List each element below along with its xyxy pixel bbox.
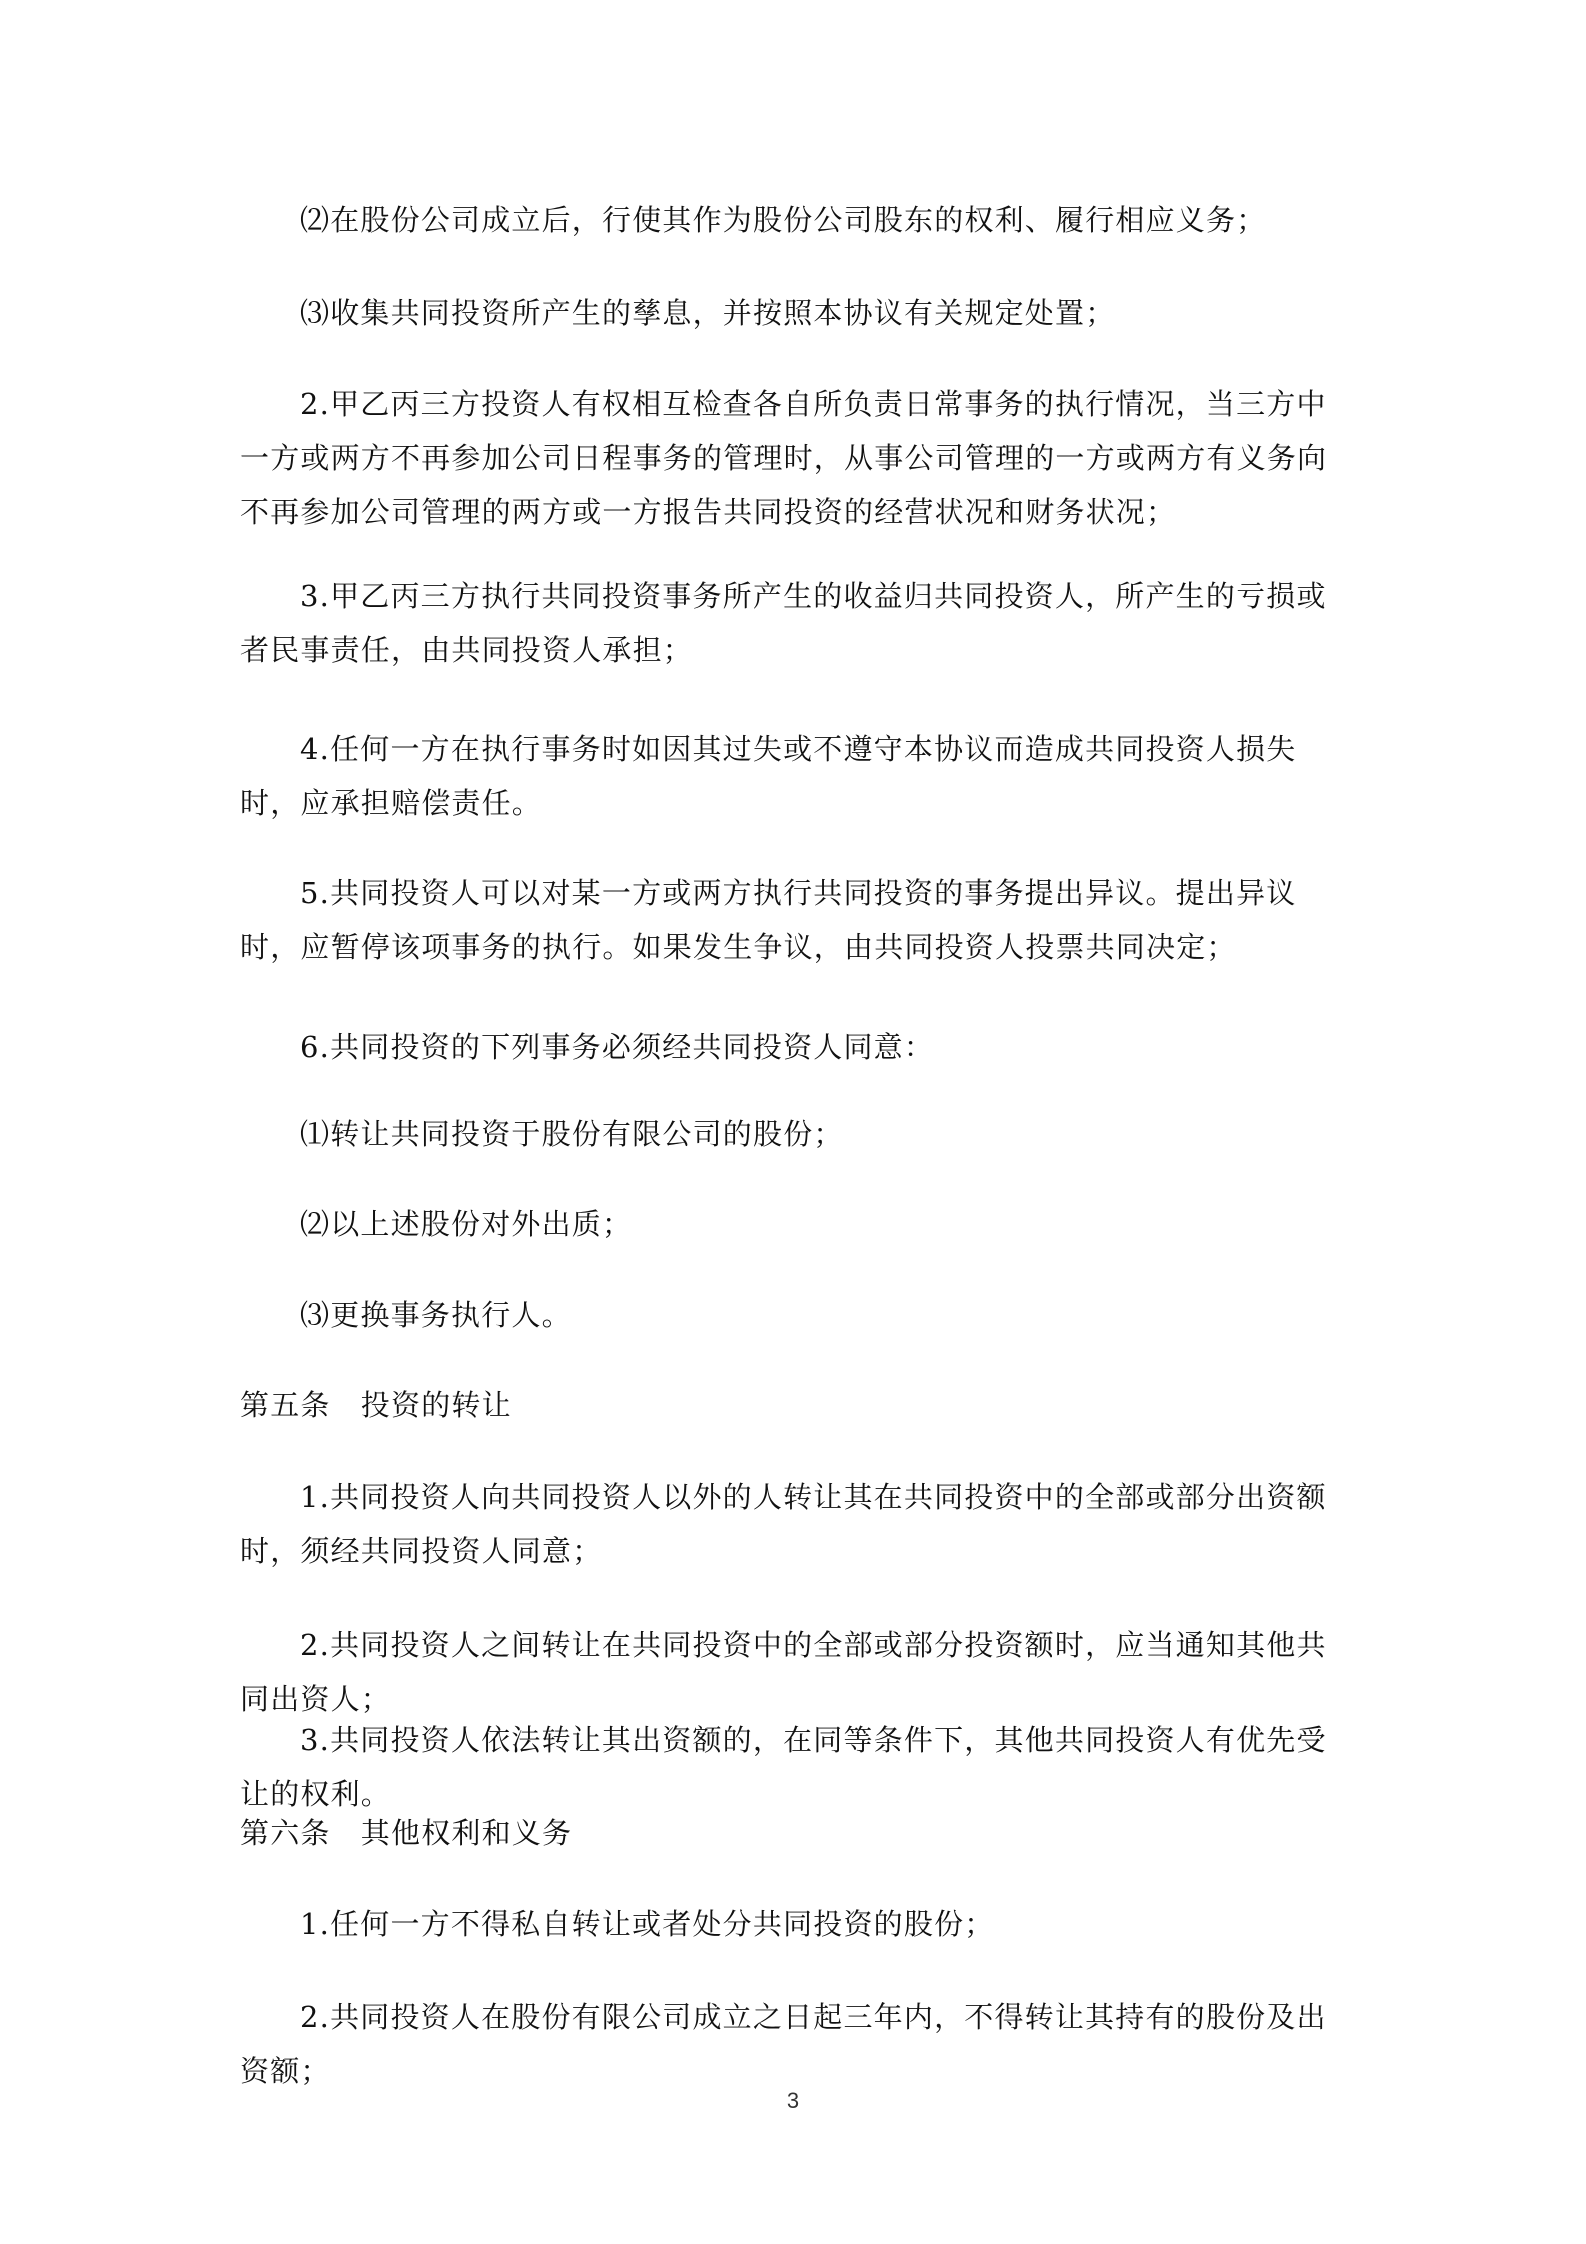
paragraph-subitem-1: ⑴转让共同投资于股份有限公司的股份； — [300, 1117, 844, 1151]
paragraph-subitem-2: ⑵以上述股份对外出质； — [300, 1207, 633, 1241]
article-five-clause-3: 3.共同投资人依法转让其出资额的，在同等条件下，其他共同投资人有优先受让的权利。 — [240, 1723, 1327, 1811]
article-six-clause-1: 1.任何一方不得私自转让或者处分共同投资的股份； — [300, 1907, 995, 1941]
article-five-heading: 第五条 投资的转让 — [240, 1388, 512, 1422]
article-five-clause-2: 2.共同投资人之间转让在共同投资中的全部或部分投资额时，应当通知其他共同出资人； — [240, 1628, 1327, 1716]
paragraph-clause-4: 4.任何一方在执行事务时如因其过失或不遵守本协议而造成共同投资人损失时，应承担赔偿责任。 — [240, 732, 1297, 820]
page-number: 3 — [786, 2088, 800, 2113]
paragraph-clause-2: 2.甲乙丙三方投资人有权相互检查各自所负责日常事务的执行情况，当三方中一方或两方不再参加公司日程事务的管理时，从事公司管理的一方或两方有义务向不再参加公司管理的两方或一方报告共同投资的经营状况和财务状况； — [240, 387, 1328, 529]
paragraph-subitem-3: ⑶更换事务执行人。 — [300, 1298, 572, 1332]
paragraph-item-2: ⑵在股份公司成立后，行使其作为股份公司股东的权利、履行相应义务； — [300, 203, 1267, 237]
paragraph-clause-5: 5.共同投资人可以对某一方或两方执行共同投资的事务提出异议。提出异议时，应暂停该项事务的执行。如果发生争议，由共同投资人投票共同决定； — [240, 876, 1297, 964]
article-six-clause-2: 2.共同投资人在股份有限公司成立之日起三年内，不得转让其持有的股份及出资额； — [240, 2000, 1327, 2088]
paragraph-clause-6: 6.共同投资的下列事务必须经共同投资人同意： — [300, 1030, 935, 1064]
paragraph-item-3: ⑶收集共同投资所产生的孳息，并按照本协议有关规定处置； — [300, 296, 1116, 330]
article-six-heading: 第六条 其他权利和义务 — [240, 1816, 573, 1850]
paragraph-clause-3: 3.甲乙丙三方执行共同投资事务所产生的收益归共同投资人，所产生的亏损或者民事责任，由共同投资人承担； — [240, 579, 1327, 667]
article-five-clause-1: 1.共同投资人向共同投资人以外的人转让其在共同投资中的全部或部分出资额时，须经共同投资人同意； — [240, 1480, 1327, 1568]
